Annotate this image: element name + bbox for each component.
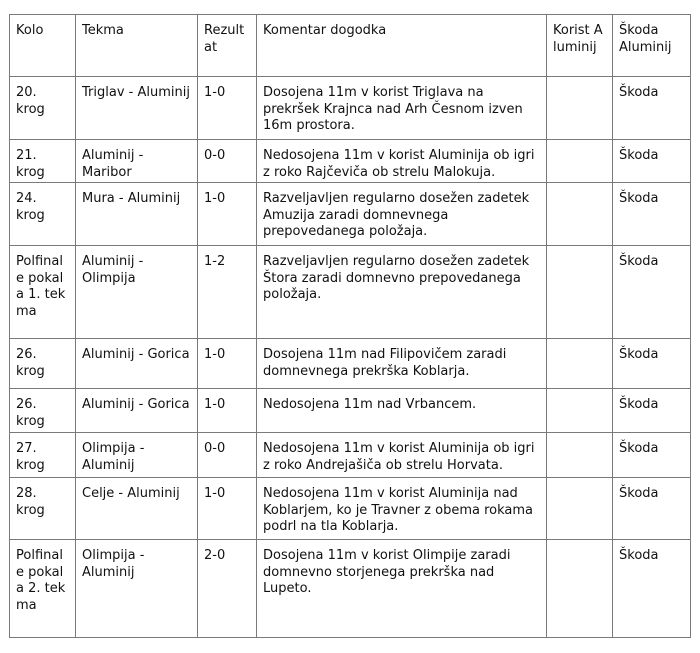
table-row [10,389,691,433]
cell-kolo: 21. krog [10,140,76,183]
cell-rezultat: 0-0 [198,433,257,478]
cell-tekma: Olimpija - Aluminij [76,433,198,478]
cell-kolo: 24. krog [10,183,76,246]
cell-kolo: 20. krog [10,77,76,140]
header-row [10,15,691,77]
refereeing-decisions-table [9,14,691,638]
cell-skoda: Škoda [613,433,691,478]
header-skoda: Škoda Aluminij [613,15,691,77]
table-row [10,246,691,339]
header-tekma: Tekma [76,15,198,77]
cell-korist [547,77,613,140]
cell-tekma: Triglav - Aluminij [76,77,198,140]
cell-korist [547,183,613,246]
cell-kolo: 26. krog [10,339,76,389]
cell-korist [547,433,613,478]
cell-tekma: Aluminij - Olimpija [76,246,198,339]
cell-tekma: Celje - Aluminij [76,478,198,540]
cell-korist [547,339,613,389]
cell-kolo: Polfinale pokala 1. tekma [10,246,76,339]
cell-skoda: Škoda [613,478,691,540]
cell-komentar: Dosojena 11m v korist Olimpije zaradi domnevno storjenega prekrška nad Lupeto. [257,540,547,638]
cell-skoda: Škoda [613,389,691,433]
cell-korist [547,140,613,183]
header-rezultat: Rezultat [198,15,257,77]
cell-rezultat: 1-0 [198,389,257,433]
cell-komentar: Nedosojena 11m nad Vrbancem. [257,389,547,433]
cell-tekma: Olimpija - Aluminij [76,540,198,638]
cell-rezultat: 2-0 [198,540,257,638]
cell-skoda: Škoda [613,246,691,339]
cell-rezultat: 1-0 [198,478,257,540]
cell-korist [547,478,613,540]
table-row [10,183,691,246]
cell-korist [547,389,613,433]
cell-skoda: Škoda [613,339,691,389]
cell-komentar: Nedosojena 11m v korist Aluminija ob igri z roko Andrejašiča ob strelu Horvata. [257,433,547,478]
table-row [10,140,691,183]
cell-tekma: Mura - Aluminij [76,183,198,246]
cell-rezultat: 1-2 [198,246,257,339]
table-row [10,433,691,478]
table-row [10,540,691,638]
cell-korist [547,540,613,638]
cell-tekma: Aluminij - Maribor [76,140,198,183]
cell-kolo: Polfinale pokala 2. tekma [10,540,76,638]
cell-rezultat: 1-0 [198,183,257,246]
cell-skoda: Škoda [613,540,691,638]
cell-kolo: 28. krog [10,478,76,540]
cell-kolo: 26. krog [10,389,76,433]
table-row [10,478,691,540]
cell-komentar: Nedosojena 11m v korist Aluminija ob igri z roko Rajčeviča ob strelu Malokuja. [257,140,547,183]
header-kolo: Kolo [10,15,76,77]
header-komentar: Komentar dogodka [257,15,547,77]
cell-korist [547,246,613,339]
cell-komentar: Razveljavljen regularno dosežen zadetek Štora zaradi domnevno prepovedanega položaja. [257,246,547,339]
cell-komentar: Razveljavljen regularno dosežen zadetek Amuzija zaradi domnevnega prepovedanega položaja. [257,183,547,246]
cell-rezultat: 1-0 [198,77,257,140]
header-korist: Korist Aluminij [547,15,613,77]
cell-rezultat: 1-0 [198,339,257,389]
cell-kolo: 27. krog [10,433,76,478]
cell-tekma: Aluminij - Gorica [76,339,198,389]
table-row [10,77,691,140]
cell-skoda: Škoda [613,77,691,140]
table-row [10,339,691,389]
cell-rezultat: 0-0 [198,140,257,183]
cell-skoda: Škoda [613,140,691,183]
cell-tekma: Aluminij - Gorica [76,389,198,433]
cell-komentar: Nedosojena 11m v korist Aluminija nad Koblarjem, ko je Travner z obema rokama podrl na tla Koblarja. [257,478,547,540]
cell-komentar: Dosojena 11m v korist Triglava na prekršek Krajnca nad Arh Česnom izven 16m prostora. [257,77,547,140]
cell-skoda: Škoda [613,183,691,246]
cell-komentar: Dosojena 11m nad Filipovičem zaradi domnevnega prekrška Koblarja. [257,339,547,389]
